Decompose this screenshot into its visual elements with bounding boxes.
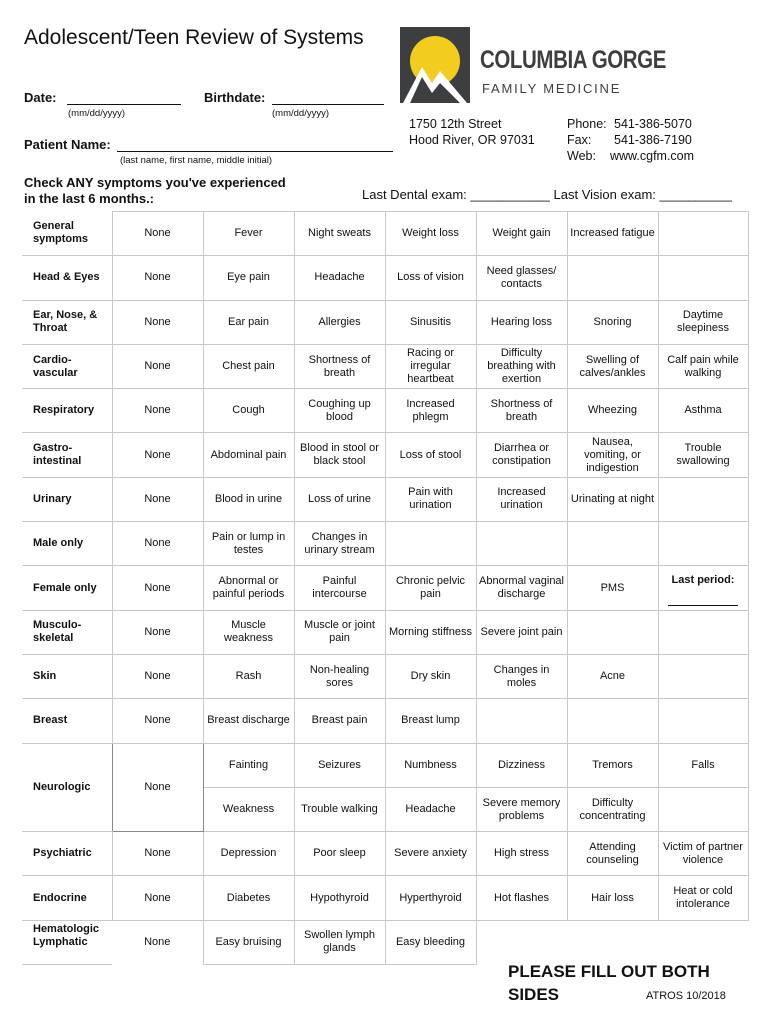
empty-cell — [658, 477, 748, 521]
none-option[interactable]: None — [144, 936, 171, 949]
symptom-option[interactable]: Breast discharge — [203, 699, 294, 743]
symptom-option[interactable]: Trouble walking — [294, 787, 385, 831]
system-row-breast — [22, 699, 748, 743]
symptom-option[interactable]: Difficulty breathing with exertion — [476, 344, 567, 388]
symptom-option[interactable]: Racing or irregular heartbeat — [385, 344, 476, 388]
empty-cell — [658, 920, 748, 964]
symptom-option[interactable]: Blood in stool or black stool — [294, 433, 385, 477]
none-option[interactable]: None — [112, 699, 203, 743]
symptom-option[interactable]: Tremors — [567, 743, 658, 787]
none-option[interactable]: None — [112, 212, 203, 256]
symptom-option[interactable]: Seizures — [294, 743, 385, 787]
none-option[interactable]: None — [112, 300, 203, 344]
symptom-option[interactable]: Daytime sleepiness — [658, 300, 748, 344]
symptom-option[interactable]: Swelling of calves/ankles — [567, 344, 658, 388]
symptom-option[interactable]: High stress — [476, 832, 567, 876]
instructions-line1: Check ANY symptoms you've experienced — [24, 175, 286, 190]
symptom-option[interactable]: Easy bruising — [203, 920, 294, 964]
symptom-option[interactable]: Snoring — [567, 300, 658, 344]
symptom-option[interactable]: Trouble swallowing — [658, 433, 748, 477]
symptom-option[interactable]: Hair loss — [567, 876, 658, 920]
symptom-option[interactable]: Increased fatigue — [567, 212, 658, 256]
system-name: Cardio-vascular — [22, 344, 112, 388]
fax-number: 541-386-7190 — [614, 133, 692, 147]
none-option[interactable]: None — [112, 654, 203, 698]
system-name: Skin — [22, 654, 112, 698]
symptom-option[interactable]: Increased urination — [476, 477, 567, 521]
clinic-street: 1750 12th Street — [409, 117, 502, 131]
system-row-gastro-intestinal — [22, 433, 748, 477]
symptom-option[interactable]: Muscle or joint pain — [294, 610, 385, 654]
symptom-option[interactable]: Weight loss — [385, 212, 476, 256]
fill-both-sides-notice: PLEASE FILL OUT BOTH — [508, 962, 710, 981]
symptom-option[interactable]: Severe joint pain — [476, 610, 567, 654]
symptom-option[interactable]: Urinating at night — [567, 477, 658, 521]
empty-cell — [658, 522, 748, 566]
symptom-option[interactable]: Pain or lump in testes — [203, 522, 294, 566]
none-option[interactable]: None — [112, 876, 203, 920]
symptom-option[interactable]: Non-healing sores — [294, 654, 385, 698]
empty-cell — [567, 920, 658, 964]
empty-cell — [658, 212, 748, 256]
empty-cell — [567, 699, 658, 743]
symptom-option[interactable]: Chronic pelvic pain — [385, 566, 476, 610]
symptom-option[interactable]: Night sweats — [294, 212, 385, 256]
symptom-option[interactable]: Asthma — [658, 389, 748, 433]
symptom-option[interactable]: Need glasses/ contacts — [476, 256, 567, 300]
symptom-option[interactable]: Weakness — [203, 787, 294, 831]
patient-name-label: Patient Name: — [24, 137, 111, 152]
empty-cell — [658, 256, 748, 300]
none-option[interactable]: None — [112, 566, 203, 610]
symptom-option[interactable]: Falls — [658, 743, 748, 787]
symptom-option[interactable]: Hot flashes — [476, 876, 567, 920]
review-of-systems-table — [22, 211, 749, 965]
system-row-cardio-vascular — [22, 344, 748, 388]
symptom-option[interactable]: Coughing up blood — [294, 389, 385, 433]
symptom-option[interactable]: Heat or cold intolerance — [658, 876, 748, 920]
symptom-option[interactable]: Loss of vision — [385, 256, 476, 300]
symptom-option[interactable]: Loss of urine — [294, 477, 385, 521]
system-name: Male only — [22, 522, 112, 566]
fax-label: Fax: — [567, 133, 592, 147]
symptom-option[interactable]: Dizziness — [476, 743, 567, 787]
symptom-option[interactable]: Attending counseling — [567, 832, 658, 876]
clinic-name-line1: COLUMBIA GORGE — [480, 46, 666, 74]
empty-cell — [658, 610, 748, 654]
form-code: ATROS 10/2018 — [646, 990, 726, 1002]
symptom-option[interactable]: Rash — [203, 654, 294, 698]
symptom-option[interactable]: Hyperthyroid — [385, 876, 476, 920]
symptom-option[interactable]: Abdominal pain — [203, 433, 294, 477]
symptom-option[interactable]: Loss of stool — [385, 433, 476, 477]
system-name: Neurologic — [22, 743, 112, 832]
symptom-option[interactable]: Severe memory problems — [476, 787, 567, 831]
symptom-option[interactable]: Blood in urine — [203, 477, 294, 521]
system-name: Gastro-intestinal — [22, 433, 112, 477]
system-name: Respiratory — [22, 389, 112, 433]
clinic-logo — [400, 27, 470, 103]
none-option[interactable]: None — [112, 389, 203, 433]
none-option[interactable]: None — [112, 743, 203, 832]
last-period-label: Last period: — [671, 574, 735, 587]
empty-cell — [567, 522, 658, 566]
birthdate-hint: (mm/dd/yyyy) — [272, 108, 329, 119]
empty-cell — [658, 654, 748, 698]
system-row-endocrine — [22, 876, 748, 920]
symptom-option[interactable]: Sinusitis — [385, 300, 476, 344]
symptom-option[interactable]: Fever — [203, 212, 294, 256]
symptom-option[interactable]: Difficulty concentrating — [567, 787, 658, 831]
symptom-option[interactable]: Muscle weakness — [203, 610, 294, 654]
symptom-option[interactable]: Ear pain — [203, 300, 294, 344]
birthdate-label: Birthdate: — [204, 90, 266, 105]
symptom-option[interactable]: Hypothyroid — [294, 876, 385, 920]
system-row-skin — [22, 654, 748, 698]
symptom-option[interactable]: Breast lump — [385, 699, 476, 743]
last-exams: Last Dental exam: ___________ Last Vision exam: __________ — [362, 187, 732, 202]
system-name: Endocrine — [22, 876, 112, 920]
empty-cell — [658, 787, 748, 831]
symptom-option[interactable]: Headache — [294, 256, 385, 300]
patient-name-hint: (last name, first name, middle initial) — [120, 155, 273, 166]
symptom-option[interactable]: Abnormal or painful periods — [203, 566, 294, 610]
none-option[interactable]: None — [112, 832, 203, 876]
symptom-option[interactable]: Acne — [567, 654, 658, 698]
system-row-head-eyes — [22, 256, 748, 300]
system-row-neurologic — [22, 743, 748, 787]
symptom-option[interactable]: Increased phlegm — [385, 389, 476, 433]
system-row-urinary — [22, 477, 748, 521]
symptom-option[interactable]: Headache — [385, 787, 476, 831]
none-option[interactable]: None — [112, 477, 203, 521]
clinic-city: Hood River, OR 97031 — [409, 133, 535, 147]
instructions — [24, 175, 286, 207]
symptom-option[interactable]: Weight gain — [476, 212, 567, 256]
system-name: Hematologic Lymphatic — [22, 920, 112, 964]
symptom-option[interactable]: Allergies — [294, 300, 385, 344]
web-address: www.cgfm.com — [610, 149, 695, 163]
symptom-option[interactable]: Abnormal vaginal discharge — [476, 566, 567, 610]
system-row-ear-nose-throat — [22, 300, 748, 344]
none-option[interactable]: None — [112, 610, 203, 654]
empty-cell — [567, 610, 658, 654]
symptom-option[interactable]: Hearing loss — [476, 300, 567, 344]
empty-cell — [476, 699, 567, 743]
symptom-option[interactable]: Changes in moles — [476, 654, 567, 698]
system-row-hematologic-lymphatic — [22, 920, 748, 964]
system-row-respiratory — [22, 389, 748, 433]
symptom-option[interactable]: Chest pain — [203, 344, 294, 388]
mountain-sun-icon — [400, 27, 470, 103]
symptom-option[interactable]: Diabetes — [203, 876, 294, 920]
system-name: Ear, Nose, & Throat — [22, 300, 112, 344]
system-row-musculo-skeletal — [22, 610, 748, 654]
none-option[interactable]: None — [112, 433, 203, 477]
symptom-option[interactable]: Calf pain while walking — [658, 344, 748, 388]
birthdate-field[interactable] — [272, 90, 384, 105]
symptom-option[interactable]: Severe anxiety — [385, 832, 476, 876]
empty-cell — [567, 256, 658, 300]
symptom-option[interactable]: Breast pain — [294, 699, 385, 743]
symptom-option[interactable]: Wheezing — [567, 389, 658, 433]
system-name: Breast — [22, 699, 112, 743]
patient-name-field[interactable] — [117, 137, 393, 152]
system-name: Psychiatric — [22, 832, 112, 876]
none-option[interactable]: None — [112, 344, 203, 388]
fill-both-sides-notice-2: SIDES — [508, 985, 560, 1004]
empty-cell — [476, 522, 567, 566]
empty-cell — [476, 920, 567, 964]
symptom-option[interactable]: Victim of partner violence — [658, 832, 748, 876]
symptom-option[interactable]: Changes in urinary stream — [294, 522, 385, 566]
symptom-option[interactable]: Fainting — [203, 743, 294, 787]
system-name: General symptoms — [22, 212, 112, 256]
none-option[interactable]: None — [112, 522, 203, 566]
symptom-option[interactable]: Morning stiffness — [385, 610, 476, 654]
phone-number: 541-386-5070 — [614, 117, 692, 131]
symptom-option[interactable]: Swollen lymph glands — [294, 920, 385, 964]
symptom-option[interactable]: Painful intercourse — [294, 566, 385, 610]
symptom-option[interactable]: Easy bleeding — [385, 920, 476, 964]
symptom-option[interactable]: Depression — [203, 832, 294, 876]
system-name: Urinary — [22, 477, 112, 521]
last-period-field[interactable] — [658, 566, 748, 610]
system-row-general-symptoms — [22, 212, 748, 256]
none-option[interactable]: None — [112, 256, 203, 300]
symptom-option[interactable]: Cough — [203, 389, 294, 433]
clinic-name-line2: FAMILY MEDICINE — [482, 81, 622, 96]
date-field[interactable] — [67, 90, 181, 105]
symptom-option[interactable]: Eye pain — [203, 256, 294, 300]
web-label: Web: — [567, 149, 596, 163]
symptom-option[interactable]: Dry skin — [385, 654, 476, 698]
system-row-male-only — [22, 522, 748, 566]
empty-cell — [385, 522, 476, 566]
date-hint: (mm/dd/yyyy) — [68, 108, 125, 119]
system-name: Head & Eyes — [22, 256, 112, 300]
instructions-line2: in the last 6 months.: — [24, 191, 155, 206]
symptom-option[interactable]: Shortness of breath — [294, 344, 385, 388]
page-title: Adolescent/Teen Review of Systems — [24, 26, 364, 49]
system-row-psychiatric — [22, 832, 748, 876]
symptom-option[interactable]: Pain with urination — [385, 477, 476, 521]
symptom-option[interactable]: PMS — [567, 566, 658, 610]
last-period-line[interactable] — [668, 605, 738, 606]
empty-cell — [658, 699, 748, 743]
symptom-option[interactable]: Shortness of breath — [476, 389, 567, 433]
symptom-option[interactable]: Numbness — [385, 743, 476, 787]
symptom-option[interactable]: Nausea, vomiting, or indigestion — [567, 433, 658, 477]
symptom-option[interactable]: Poor sleep — [294, 832, 385, 876]
phone-label: Phone: — [567, 117, 607, 131]
system-name: Musculo-skeletal — [22, 610, 112, 654]
system-row-female-only — [22, 566, 748, 610]
symptom-option[interactable]: Diarrhea or constipation — [476, 433, 567, 477]
system-name: Female only — [22, 566, 112, 610]
date-label: Date: — [24, 90, 57, 105]
